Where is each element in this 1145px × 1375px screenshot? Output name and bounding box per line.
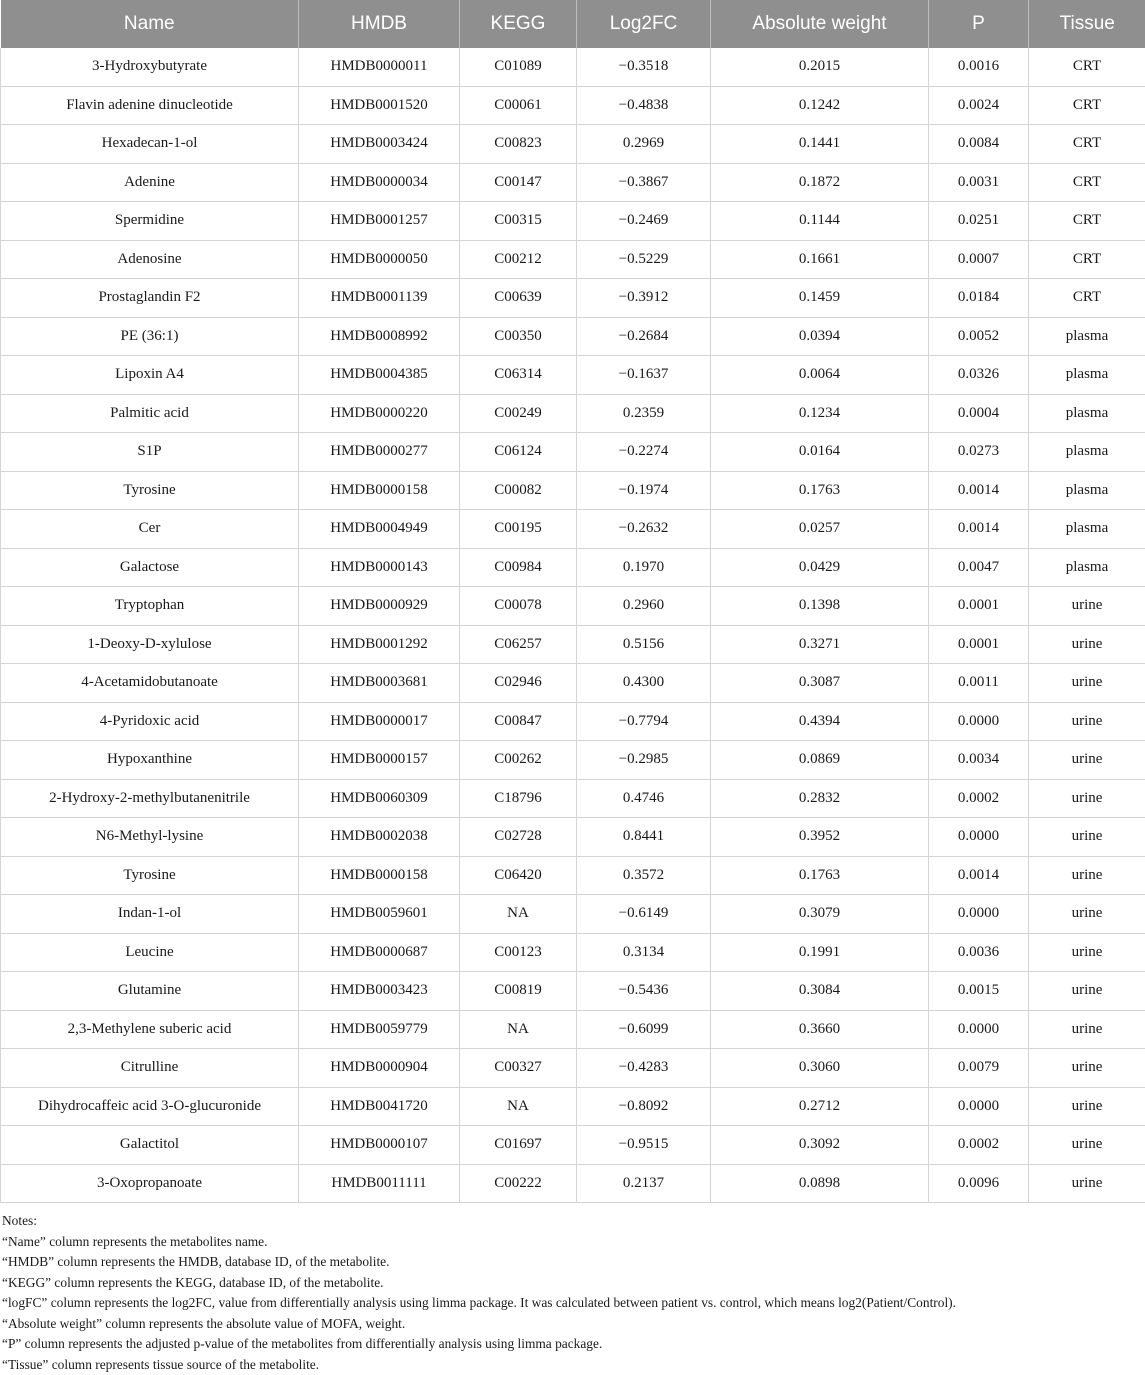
cell-kegg: C00823 (460, 125, 577, 164)
header-name: Name (1, 0, 299, 48)
note-line: “Name” column represents the metabolites name. (2, 1232, 1145, 1253)
cell-tissue: urine (1029, 741, 1145, 780)
cell-absolute-weight: 0.0429 (711, 548, 929, 587)
table-notes (0, 1211, 1145, 1375)
cell-log2fc: 0.5156 (577, 625, 711, 664)
cell-absolute-weight: 0.1234 (711, 394, 929, 433)
cell-hmdb: HMDB0000158 (299, 856, 460, 895)
cell-absolute-weight: 0.3271 (711, 625, 929, 664)
cell-name: Tyrosine (1, 471, 299, 510)
table-row (1, 471, 1145, 510)
cell-tissue: CRT (1029, 125, 1145, 164)
cell-absolute-weight: 0.1242 (711, 86, 929, 125)
cell-tissue: CRT (1029, 202, 1145, 241)
cell-log2fc: 0.2137 (577, 1164, 711, 1203)
cell-absolute-weight: 0.3087 (711, 664, 929, 703)
cell-hmdb: HMDB0002038 (299, 818, 460, 857)
cell-kegg: C00061 (460, 86, 577, 125)
cell-name: Dihydrocaffeic acid 3-O-glucuronide (1, 1087, 299, 1126)
cell-name: PE (36:1) (1, 317, 299, 356)
cell-p: 0.0326 (929, 356, 1029, 395)
cell-kegg: C00222 (460, 1164, 577, 1203)
cell-hmdb: HMDB0011111 (299, 1164, 460, 1203)
cell-log2fc: −0.4283 (577, 1049, 711, 1088)
cell-kegg: NA (460, 895, 577, 934)
cell-log2fc: −0.6099 (577, 1010, 711, 1049)
table-row (1, 625, 1145, 664)
cell-kegg: C00847 (460, 702, 577, 741)
cell-name: Cer (1, 510, 299, 549)
table-row (1, 394, 1145, 433)
table-row (1, 279, 1145, 318)
cell-hmdb: HMDB0060309 (299, 779, 460, 818)
cell-hmdb: HMDB0000034 (299, 163, 460, 202)
cell-tissue: urine (1029, 1010, 1145, 1049)
cell-hmdb: HMDB0008992 (299, 317, 460, 356)
cell-log2fc: −0.2985 (577, 741, 711, 780)
cell-kegg: C00350 (460, 317, 577, 356)
cell-name: Citrulline (1, 1049, 299, 1088)
cell-hmdb: HMDB0000220 (299, 394, 460, 433)
cell-log2fc: 0.4300 (577, 664, 711, 703)
table-row (1, 356, 1145, 395)
cell-p: 0.0052 (929, 317, 1029, 356)
cell-name: Indan-1-ol (1, 895, 299, 934)
cell-name: 2,3-Methylene suberic acid (1, 1010, 299, 1049)
cell-absolute-weight: 0.1991 (711, 933, 929, 972)
cell-p: 0.0016 (929, 48, 1029, 86)
cell-kegg: C00212 (460, 240, 577, 279)
header-hmdb: HMDB (299, 0, 460, 48)
cell-tissue: plasma (1029, 433, 1145, 472)
cell-hmdb: HMDB0000017 (299, 702, 460, 741)
cell-p: 0.0004 (929, 394, 1029, 433)
cell-p: 0.0273 (929, 433, 1029, 472)
cell-name: Leucine (1, 933, 299, 972)
cell-name: Adenine (1, 163, 299, 202)
cell-absolute-weight: 0.3952 (711, 818, 929, 857)
cell-tissue: urine (1029, 587, 1145, 626)
cell-tissue: urine (1029, 972, 1145, 1011)
cell-hmdb: HMDB0003423 (299, 972, 460, 1011)
cell-absolute-weight: 0.2832 (711, 779, 929, 818)
cell-name: Hexadecan-1-ol (1, 125, 299, 164)
cell-kegg: C06420 (460, 856, 577, 895)
cell-log2fc: 0.2359 (577, 394, 711, 433)
cell-tissue: plasma (1029, 471, 1145, 510)
cell-hmdb: HMDB0059601 (299, 895, 460, 934)
cell-p: 0.0000 (929, 702, 1029, 741)
cell-hmdb: HMDB0004385 (299, 356, 460, 395)
cell-log2fc: 0.1970 (577, 548, 711, 587)
cell-kegg: C00195 (460, 510, 577, 549)
cell-kegg: C18796 (460, 779, 577, 818)
notes-heading: Notes: (2, 1211, 1145, 1232)
cell-hmdb: HMDB0000904 (299, 1049, 460, 1088)
cell-name: Tyrosine (1, 856, 299, 895)
cell-p: 0.0096 (929, 1164, 1029, 1203)
cell-tissue: CRT (1029, 48, 1145, 86)
cell-name: Prostaglandin F2 (1, 279, 299, 318)
table-row (1, 856, 1145, 895)
cell-hmdb: HMDB0000157 (299, 741, 460, 780)
cell-tissue: plasma (1029, 317, 1145, 356)
cell-tissue: urine (1029, 625, 1145, 664)
cell-log2fc: −0.5436 (577, 972, 711, 1011)
header-absolute-weight: Absolute weight (711, 0, 929, 48)
cell-name: 3-Hydroxybutyrate (1, 48, 299, 86)
cell-log2fc: −0.6149 (577, 895, 711, 934)
cell-name: Tryptophan (1, 587, 299, 626)
cell-kegg: NA (460, 1010, 577, 1049)
cell-tissue: urine (1029, 1087, 1145, 1126)
table-row (1, 779, 1145, 818)
cell-absolute-weight: 0.0898 (711, 1164, 929, 1203)
cell-hmdb: HMDB0001520 (299, 86, 460, 125)
cell-p: 0.0251 (929, 202, 1029, 241)
table-row (1, 1010, 1145, 1049)
cell-tissue: urine (1029, 1164, 1145, 1203)
cell-absolute-weight: 0.1763 (711, 471, 929, 510)
note-line: “P” column represents the adjusted p-value of the metabolites from differentially analysis using limma package. (2, 1334, 1145, 1355)
notes-lines (2, 1232, 1145, 1375)
cell-kegg: C00262 (460, 741, 577, 780)
cell-kegg: C00249 (460, 394, 577, 433)
cell-name: Galactose (1, 548, 299, 587)
table-row (1, 125, 1145, 164)
cell-tissue: urine (1029, 702, 1145, 741)
cell-p: 0.0000 (929, 1010, 1029, 1049)
cell-absolute-weight: 0.0257 (711, 510, 929, 549)
cell-tissue: CRT (1029, 86, 1145, 125)
cell-name: S1P (1, 433, 299, 472)
cell-p: 0.0002 (929, 1126, 1029, 1165)
cell-kegg: C02946 (460, 664, 577, 703)
cell-tissue: urine (1029, 895, 1145, 934)
header-log2fc: Log2FC (577, 0, 711, 48)
cell-p: 0.0036 (929, 933, 1029, 972)
cell-absolute-weight: 0.0869 (711, 741, 929, 780)
table-row (1, 664, 1145, 703)
cell-log2fc: 0.4746 (577, 779, 711, 818)
table-row (1, 317, 1145, 356)
cell-absolute-weight: 0.3060 (711, 1049, 929, 1088)
table-row (1, 1049, 1145, 1088)
cell-absolute-weight: 0.3079 (711, 895, 929, 934)
cell-absolute-weight: 0.3660 (711, 1010, 929, 1049)
table-row (1, 741, 1145, 780)
table-row (1, 587, 1145, 626)
cell-absolute-weight: 0.3084 (711, 972, 929, 1011)
table-row (1, 240, 1145, 279)
table-row (1, 86, 1145, 125)
cell-name: Adenosine (1, 240, 299, 279)
cell-kegg: C00984 (460, 548, 577, 587)
cell-p: 0.0000 (929, 1087, 1029, 1126)
cell-log2fc: −0.2469 (577, 202, 711, 241)
cell-hmdb: HMDB0000011 (299, 48, 460, 86)
cell-log2fc: −0.3867 (577, 163, 711, 202)
cell-tissue: plasma (1029, 394, 1145, 433)
cell-log2fc: −0.8092 (577, 1087, 711, 1126)
cell-p: 0.0014 (929, 471, 1029, 510)
cell-tissue: urine (1029, 664, 1145, 703)
cell-absolute-weight: 0.3092 (711, 1126, 929, 1165)
cell-tissue: urine (1029, 818, 1145, 857)
cell-tissue: plasma (1029, 356, 1145, 395)
cell-hmdb: HMDB0000277 (299, 433, 460, 472)
table-row (1, 548, 1145, 587)
cell-absolute-weight: 0.0064 (711, 356, 929, 395)
cell-name: 1-Deoxy-D-xylulose (1, 625, 299, 664)
cell-absolute-weight: 0.1144 (711, 202, 929, 241)
cell-p: 0.0014 (929, 510, 1029, 549)
cell-name: Palmitic acid (1, 394, 299, 433)
cell-p: 0.0000 (929, 895, 1029, 934)
cell-hmdb: HMDB0000107 (299, 1126, 460, 1165)
cell-tissue: plasma (1029, 510, 1145, 549)
cell-p: 0.0184 (929, 279, 1029, 318)
cell-hmdb: HMDB0000158 (299, 471, 460, 510)
cell-p: 0.0031 (929, 163, 1029, 202)
cell-kegg: C02728 (460, 818, 577, 857)
table-row (1, 202, 1145, 241)
cell-log2fc: −0.2632 (577, 510, 711, 549)
note-line: “logFC” column represents the log2FC, value from differentially analysis using limma package. It was calculated between patient vs. control, which means log2(Patient/Control). (2, 1293, 1145, 1314)
cell-name: Hypoxanthine (1, 741, 299, 780)
cell-hmdb: HMDB0001292 (299, 625, 460, 664)
cell-p: 0.0015 (929, 972, 1029, 1011)
table-row (1, 48, 1145, 86)
cell-kegg: C00327 (460, 1049, 577, 1088)
cell-log2fc: −0.2274 (577, 433, 711, 472)
cell-hmdb: HMDB0000050 (299, 240, 460, 279)
table-row (1, 433, 1145, 472)
cell-tissue: urine (1029, 779, 1145, 818)
cell-log2fc: 0.2960 (577, 587, 711, 626)
table-row (1, 895, 1145, 934)
cell-tissue: CRT (1029, 240, 1145, 279)
note-line: “Absolute weight” column represents the absolute value of MOFA, weight. (2, 1314, 1145, 1335)
cell-log2fc: −0.3518 (577, 48, 711, 86)
cell-p: 0.0079 (929, 1049, 1029, 1088)
cell-kegg: NA (460, 1087, 577, 1126)
cell-kegg: C01089 (460, 48, 577, 86)
cell-log2fc: 0.2969 (577, 125, 711, 164)
cell-log2fc: −0.3912 (577, 279, 711, 318)
cell-kegg: C06314 (460, 356, 577, 395)
cell-name: Spermidine (1, 202, 299, 241)
cell-hmdb: HMDB0041720 (299, 1087, 460, 1126)
cell-hmdb: HMDB0004949 (299, 510, 460, 549)
cell-kegg: C00315 (460, 202, 577, 241)
cell-hmdb: HMDB0001257 (299, 202, 460, 241)
cell-hmdb: HMDB0059779 (299, 1010, 460, 1049)
cell-p: 0.0001 (929, 587, 1029, 626)
cell-name: Flavin adenine dinucleotide (1, 86, 299, 125)
cell-tissue: plasma (1029, 548, 1145, 587)
cell-p: 0.0047 (929, 548, 1029, 587)
cell-absolute-weight: 0.0394 (711, 317, 929, 356)
note-line: “HMDB” column represents the HMDB, database ID, of the metabolite. (2, 1252, 1145, 1273)
cell-tissue: CRT (1029, 163, 1145, 202)
cell-absolute-weight: 0.4394 (711, 702, 929, 741)
header-p: P (929, 0, 1029, 48)
note-line: “Tissue” column represents tissue source of the metabolite. (2, 1355, 1145, 1375)
cell-log2fc: −0.1974 (577, 471, 711, 510)
cell-kegg: C00123 (460, 933, 577, 972)
cell-tissue: urine (1029, 933, 1145, 972)
table-row (1, 933, 1145, 972)
cell-log2fc: −0.1637 (577, 356, 711, 395)
table-row (1, 1126, 1145, 1165)
cell-p: 0.0001 (929, 625, 1029, 664)
cell-absolute-weight: 0.1441 (711, 125, 929, 164)
cell-absolute-weight: 0.1661 (711, 240, 929, 279)
cell-name: Galactitol (1, 1126, 299, 1165)
cell-kegg: C00819 (460, 972, 577, 1011)
cell-hmdb: HMDB0000929 (299, 587, 460, 626)
cell-p: 0.0084 (929, 125, 1029, 164)
cell-kegg: C00078 (460, 587, 577, 626)
cell-name: 3-Oxopropanoate (1, 1164, 299, 1203)
cell-p: 0.0024 (929, 86, 1029, 125)
cell-absolute-weight: 0.1398 (711, 587, 929, 626)
cell-hmdb: HMDB0000687 (299, 933, 460, 972)
cell-name: N6-Methyl-lysine (1, 818, 299, 857)
table-row (1, 972, 1145, 1011)
cell-name: Lipoxin A4 (1, 356, 299, 395)
cell-log2fc: 0.3572 (577, 856, 711, 895)
table-row (1, 818, 1145, 857)
cell-tissue: urine (1029, 856, 1145, 895)
table-body (1, 48, 1145, 1203)
note-line: “KEGG” column represents the KEGG, database ID, of the metabolite. (2, 1273, 1145, 1294)
cell-p: 0.0011 (929, 664, 1029, 703)
cell-kegg: C06257 (460, 625, 577, 664)
table-header (1, 0, 1145, 48)
cell-p: 0.0014 (929, 856, 1029, 895)
table-row (1, 163, 1145, 202)
cell-kegg: C00147 (460, 163, 577, 202)
cell-name: Glutamine (1, 972, 299, 1011)
cell-hmdb: HMDB0003424 (299, 125, 460, 164)
cell-name: 4-Acetamidobutanoate (1, 664, 299, 703)
cell-hmdb: HMDB0003681 (299, 664, 460, 703)
cell-log2fc: −0.7794 (577, 702, 711, 741)
header-row (1, 0, 1145, 48)
cell-absolute-weight: 0.2712 (711, 1087, 929, 1126)
cell-tissue: urine (1029, 1126, 1145, 1165)
header-tissue: Tissue (1029, 0, 1145, 48)
cell-log2fc: 0.8441 (577, 818, 711, 857)
cell-kegg: C06124 (460, 433, 577, 472)
cell-absolute-weight: 0.2015 (711, 48, 929, 86)
cell-absolute-weight: 0.1763 (711, 856, 929, 895)
cell-log2fc: −0.9515 (577, 1126, 711, 1165)
cell-p: 0.0034 (929, 741, 1029, 780)
table-row (1, 702, 1145, 741)
cell-log2fc: −0.4838 (577, 86, 711, 125)
cell-absolute-weight: 0.1459 (711, 279, 929, 318)
cell-absolute-weight: 0.0164 (711, 433, 929, 472)
cell-log2fc: −0.2684 (577, 317, 711, 356)
cell-tissue: urine (1029, 1049, 1145, 1088)
cell-name: 2-Hydroxy-2-methylbutanenitrile (1, 779, 299, 818)
cell-name: 4-Pyridoxic acid (1, 702, 299, 741)
cell-kegg: C00082 (460, 471, 577, 510)
cell-hmdb: HMDB0001139 (299, 279, 460, 318)
cell-tissue: CRT (1029, 279, 1145, 318)
cell-hmdb: HMDB0000143 (299, 548, 460, 587)
table-row (1, 510, 1145, 549)
cell-p: 0.0002 (929, 779, 1029, 818)
header-kegg: KEGG (460, 0, 577, 48)
cell-log2fc: 0.3134 (577, 933, 711, 972)
cell-p: 0.0000 (929, 818, 1029, 857)
cell-kegg: C01697 (460, 1126, 577, 1165)
table-row (1, 1087, 1145, 1126)
cell-log2fc: −0.5229 (577, 240, 711, 279)
cell-absolute-weight: 0.1872 (711, 163, 929, 202)
table-row (1, 1164, 1145, 1203)
cell-p: 0.0007 (929, 240, 1029, 279)
cell-kegg: C00639 (460, 279, 577, 318)
